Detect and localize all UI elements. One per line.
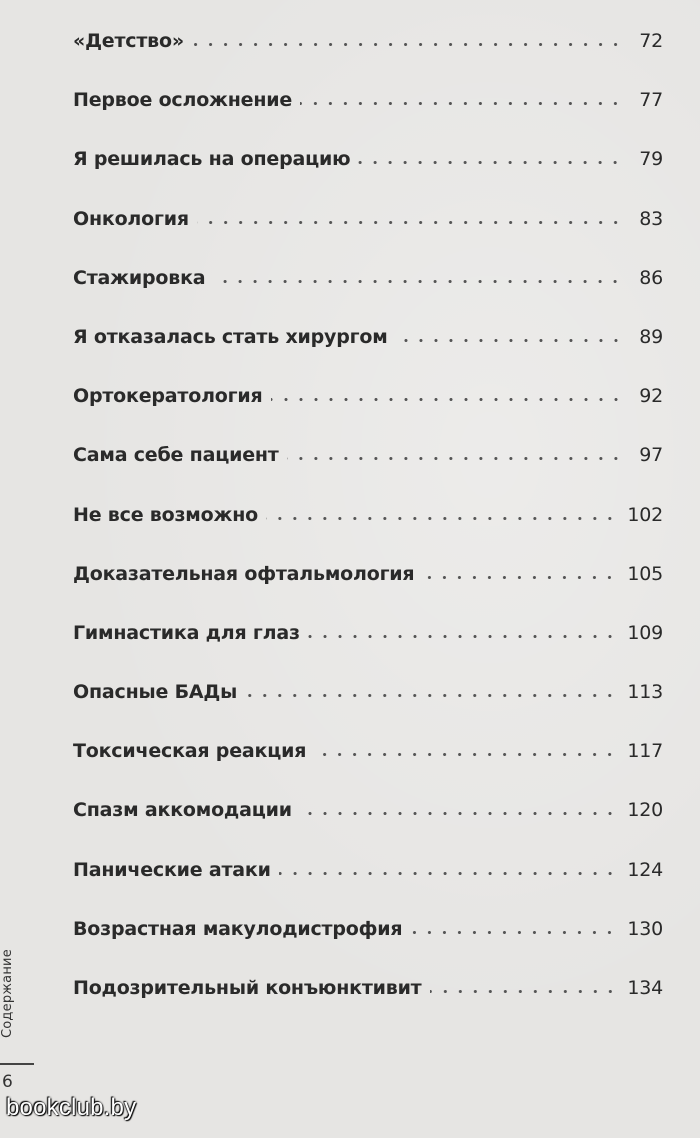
dot-leader	[300, 812, 618, 815]
toc-entry-page: 89	[639, 325, 663, 348]
section-divider	[0, 1063, 34, 1065]
toc-entry-title: Ортокератология	[73, 385, 263, 408]
dot-leader	[213, 280, 623, 283]
dot-leader	[300, 102, 623, 105]
toc-entry	[73, 563, 663, 622]
dot-leader	[192, 43, 623, 46]
dot-leader	[396, 339, 623, 342]
dot-leader	[314, 753, 617, 756]
toc-entry-page: 124	[627, 858, 663, 881]
toc-entry-title: Спазм аккомодации	[73, 799, 292, 822]
toc-entry-page: 83	[639, 207, 663, 230]
toc-entry-page: 102	[627, 503, 663, 526]
table-of-contents	[73, 30, 663, 1036]
toc-entry-title: Панические атаки	[73, 858, 271, 881]
dot-leader	[279, 872, 618, 875]
toc-entry-page: 109	[627, 621, 663, 644]
section-label: Содержание	[0, 949, 15, 1038]
toc-entry-page: 79	[639, 148, 663, 171]
toc-entry-page: 134	[627, 977, 663, 999]
watermark: bookclub.by	[6, 1094, 137, 1121]
toc-entry	[73, 622, 663, 681]
dot-leader	[271, 398, 624, 401]
dot-leader	[287, 457, 623, 460]
toc-entry-page: 92	[639, 385, 663, 408]
toc-entry-page: 130	[627, 917, 663, 940]
toc-entry-title: Стажировка	[73, 266, 206, 289]
toc-entry-page: 77	[639, 89, 663, 112]
toc-entry-title: Я решилась на операцию	[73, 148, 351, 171]
toc-entry-title: Онкология	[73, 207, 189, 230]
toc-entry	[73, 918, 663, 977]
toc-entry	[73, 326, 663, 385]
dot-leader	[410, 931, 617, 934]
toc-entry-title: Возрастная макулодистрофия	[73, 917, 403, 940]
toc-entry-title: Гимнастика для глаз	[73, 621, 300, 644]
toc-entry-title: «Детство»	[73, 30, 184, 52]
toc-entry	[73, 504, 663, 563]
dot-leader	[197, 221, 623, 224]
toc-entry-title: Опасные БАДы	[73, 681, 238, 704]
toc-entry	[73, 385, 663, 444]
dot-leader	[308, 635, 618, 638]
toc-entry-page: 97	[639, 444, 663, 467]
toc-entry-page: 105	[627, 562, 663, 585]
dot-leader	[422, 576, 617, 579]
toc-entry	[73, 444, 663, 503]
toc-entry	[73, 859, 663, 918]
toc-entry-title: Доказательная офтальмология	[73, 562, 415, 585]
toc-entry	[73, 740, 663, 799]
dot-leader	[266, 517, 617, 520]
toc-entry-page: 113	[627, 681, 663, 704]
toc-entry	[73, 30, 663, 89]
dot-leader	[430, 990, 618, 993]
toc-entry	[73, 977, 663, 1036]
toc-entry-title: Сама себе пациент	[73, 444, 279, 467]
toc-entry-page: 86	[639, 266, 663, 289]
page-number: 6	[2, 1072, 13, 1092]
toc-entry-page: 72	[639, 30, 663, 52]
toc-entry-title: Токсическая реакция	[73, 740, 307, 763]
toc-entry	[73, 799, 663, 858]
toc-entry-page: 120	[627, 799, 663, 822]
toc-entry-title: Первое осложнение	[73, 89, 293, 112]
toc-entry-title: Подозрительный конъюнктивит	[73, 977, 422, 999]
toc-entry	[73, 148, 663, 207]
dot-leader	[245, 694, 617, 697]
toc-entry	[73, 208, 663, 267]
toc-entry	[73, 89, 663, 148]
toc-entry-page: 117	[627, 740, 663, 763]
dot-leader	[358, 161, 623, 164]
toc-entry-title: Я отказалась стать хирургом	[73, 325, 388, 348]
toc-entry-title: Не все возможно	[73, 503, 258, 526]
toc-entry	[73, 681, 663, 740]
toc-entry	[73, 267, 663, 326]
